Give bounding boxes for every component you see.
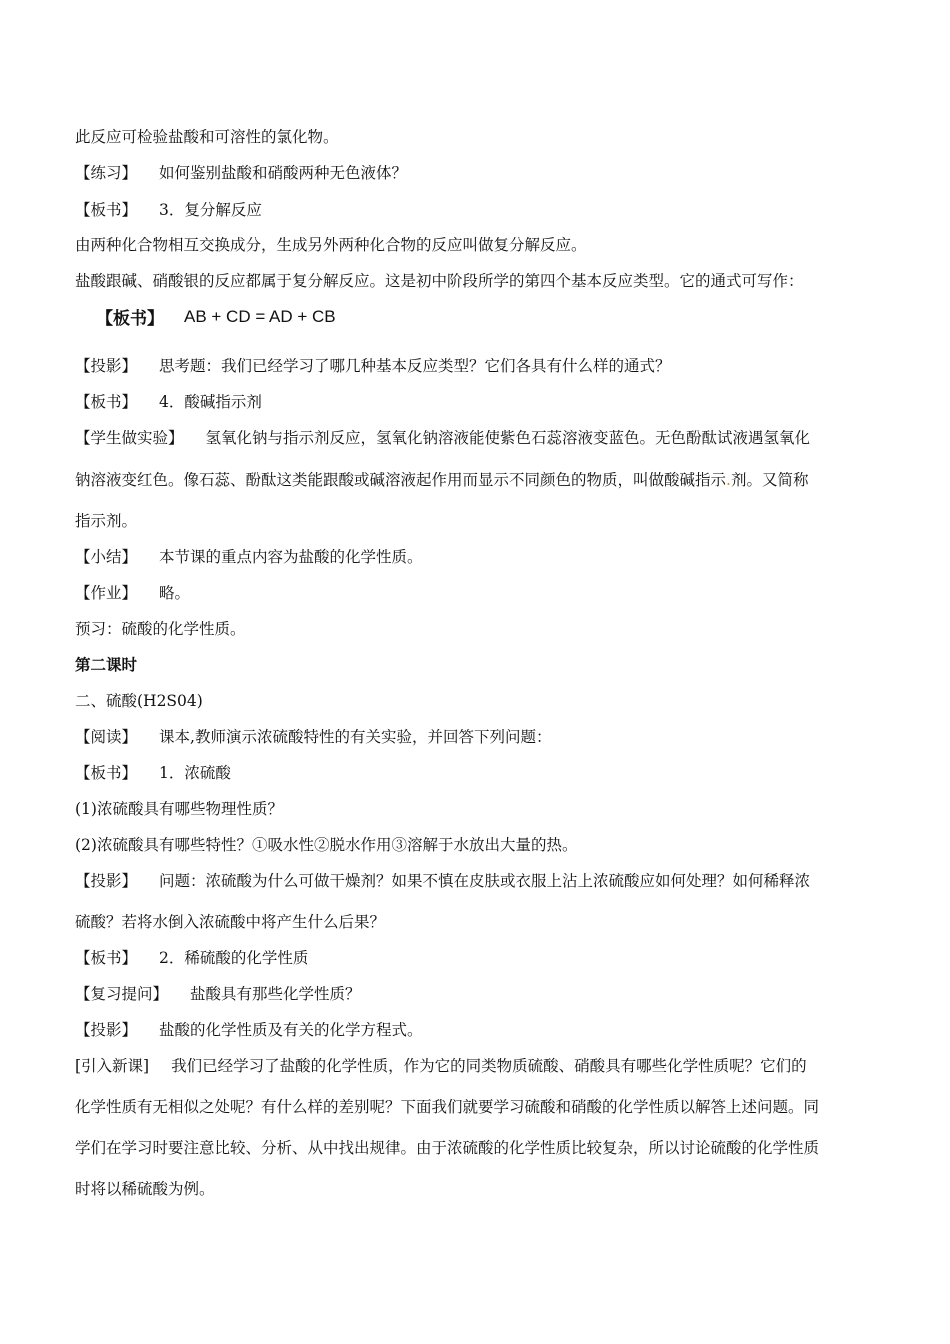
section-tag: 【板书】 — [96, 309, 164, 329]
paragraph-line — [75, 1137, 885, 1159]
paragraph-line — [75, 983, 885, 1005]
paragraph-line — [75, 546, 885, 568]
line-text: 预习：硫酸的化学性质。 — [75, 620, 246, 638]
paragraph-line — [75, 162, 885, 184]
line-text: 4．酸碱指示剂 — [159, 393, 262, 411]
section-tag: 【复习提问】 — [75, 985, 169, 1003]
line-text: 由两种化合物相互交换成分，生成另外两种化合物的反应叫做复分解反应。 — [75, 236, 587, 254]
line-text: 3．复分解反应 — [159, 201, 262, 219]
paragraph-line — [75, 911, 885, 933]
line-text: 问题：浓硫酸为什么可做干燥剂？如果不慎在皮肤或衣服上沾上浓硫酸应如何处理？如何稀释浓 — [159, 872, 811, 890]
paragraph-line — [75, 234, 885, 256]
line-text: 学们在学习时要注意比较、分析、从中找出规律。由于浓硫酸的化学性质比较复杂，所以讨论硫酸的化学性质 — [75, 1139, 820, 1157]
paragraph-line — [75, 391, 885, 413]
section-tag: 【小结】 — [75, 548, 138, 566]
line-text: (1)浓硫酸具有哪些物理性质？ — [75, 800, 283, 818]
line-text: (2)浓硫酸具有哪些特性？①吸水性②脱水作用③溶解于水放出大量的热。 — [75, 836, 578, 854]
paragraph-line — [75, 270, 885, 292]
paragraph-line — [75, 726, 885, 748]
section-tag: 【阅读】 — [75, 728, 138, 746]
paragraph-line — [75, 510, 885, 532]
line-text: 时将以稀硫酸为例。 — [75, 1180, 215, 1198]
line-text: 如何鉴别盐酸和硝酸两种无色液体？ — [159, 164, 408, 182]
paragraph-line: 钠溶液变红色。像石蕊、酚酞这类能跟酸或碱溶液起作用而显示不同颜色的物质，叫做酸碱指示.剂。又简称 — [75, 471, 809, 489]
line-text: 盐酸跟碱、硝酸银的反应都属于复分解反应。这是初中阶段所学的第四个基本反应类型。它的通式可写作： — [75, 272, 804, 290]
paragraph-line — [75, 1178, 885, 1200]
line-text: 盐酸具有那些化学性质？ — [190, 985, 361, 1003]
line-text: 本节课的重点内容为盐酸的化学性质。 — [159, 548, 423, 566]
general-formula — [96, 304, 336, 334]
line-text: 课本,教师演示浓硫酸特性的有关实验，并回答下列问题： — [159, 728, 552, 746]
paragraph-line — [75, 762, 885, 784]
heading-text: 第二课时 — [75, 655, 138, 674]
section-tag: 【学生做实验】 — [75, 429, 184, 447]
line-text: 思考题：我们已经学习了哪几种基本反应类型？它们各具有什么样的通式？ — [159, 357, 671, 375]
paragraph-line — [75, 798, 885, 820]
section-tag: 【板书】 — [75, 201, 138, 219]
line-text: 剂。又简称 — [730, 471, 809, 489]
paragraph-line — [75, 834, 885, 856]
line-text: 指示剂。 — [75, 512, 138, 530]
line-text: 氢氧化钠与指示剂反应，氢氧化钠溶液能使紫色石蕊溶液变蓝色。无色酚酞试液遇氢氧化 — [205, 429, 811, 447]
formula-equation: AB + CD = AD + CB — [184, 306, 336, 326]
section-tag: 【作业】 — [75, 584, 138, 602]
paragraph-line — [75, 1096, 885, 1118]
paragraph-line — [75, 1055, 885, 1077]
line-text: 我们已经学习了盐酸的化学性质，作为它的同类物质硫酸、硝酸具有哪些化学性质呢？它们的 — [171, 1057, 807, 1075]
line-text: 2．稀硫酸的化学性质 — [159, 949, 309, 967]
section-tag: 【板书】 — [75, 393, 138, 411]
paragraph-line — [75, 947, 885, 969]
paragraph-line — [75, 870, 885, 892]
paragraph-line — [75, 1019, 885, 1041]
paragraph-line — [75, 427, 885, 449]
paragraph-line — [75, 199, 885, 221]
line-text: 硫酸？若将水倒入浓硫酸中将产生什么后果？ — [75, 913, 386, 931]
paragraph-line — [75, 618, 885, 640]
lesson-heading — [75, 654, 885, 676]
section-tag: [引入新课] — [75, 1057, 150, 1075]
section-tag: 【练习】 — [75, 164, 138, 182]
paragraph-line — [75, 355, 885, 377]
line-text: 钠溶液变红色。像石蕊、酚酞这类能跟酸或碱溶液起作用而显示不同颜色的物质，叫做酸碱指示 — [75, 471, 727, 489]
line-text: 盐酸的化学性质及有关的化学方程式。 — [159, 1021, 423, 1039]
section-tag: 【投影】 — [75, 1021, 138, 1039]
line-text: 化学性质有无相似之处呢？有什么样的差别呢？下面我们就要学习硫酸和硝酸的化学性质以解答上述问题。同 — [75, 1098, 820, 1116]
section-tag: 【投影】 — [75, 357, 138, 375]
line-text: 略。 — [159, 584, 191, 602]
paragraph-line — [75, 690, 885, 712]
section-tag: 【板书】 — [75, 949, 138, 967]
section-tag: 【板书】 — [75, 764, 138, 782]
line-text: 1．浓硫酸 — [159, 764, 231, 782]
paragraph-line — [75, 126, 885, 148]
line-text: 此反应可检验盐酸和可溶性的氯化物。 — [75, 128, 339, 146]
line-text: 二、硫酸(H2S04) — [75, 692, 203, 710]
paragraph-line — [75, 582, 885, 604]
section-tag: 【投影】 — [75, 872, 138, 890]
